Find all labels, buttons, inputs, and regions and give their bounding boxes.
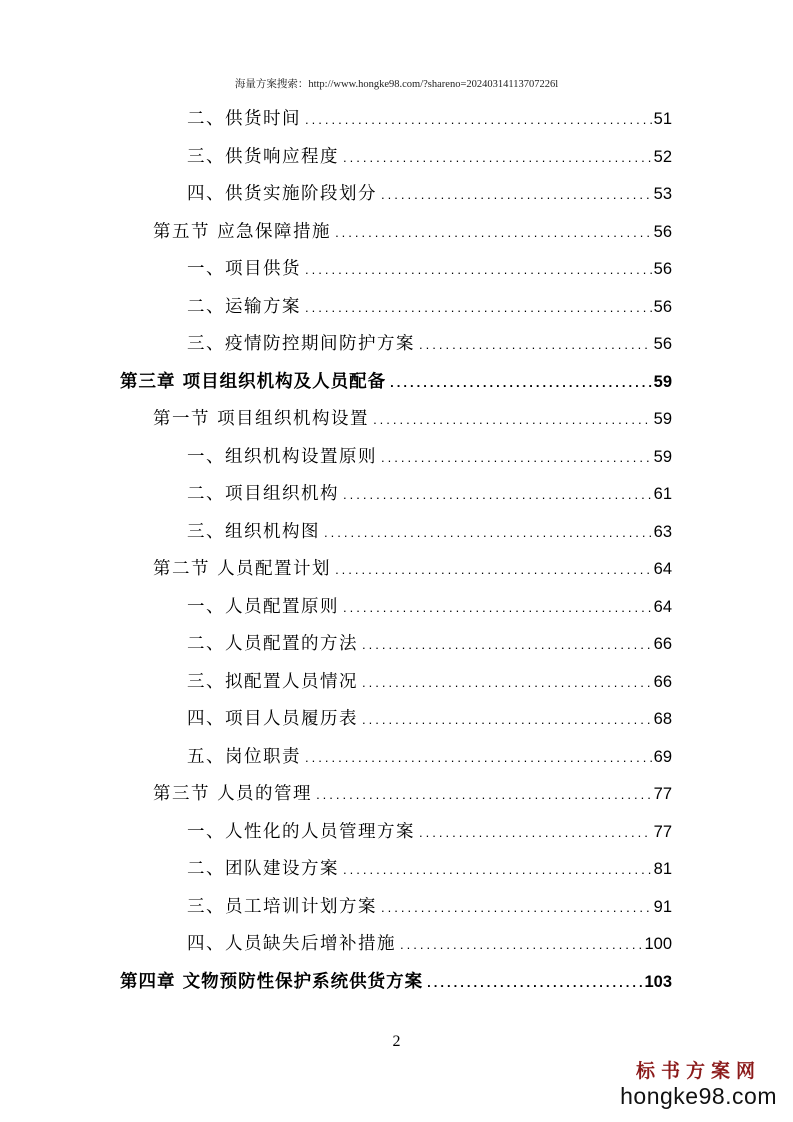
toc-dot-leader xyxy=(324,525,652,540)
toc-entry[interactable] xyxy=(153,780,672,810)
toc-entry[interactable] xyxy=(187,143,672,173)
toc-entry-page: 59 xyxy=(653,373,672,391)
toc-dot-leader xyxy=(305,750,652,765)
toc-dot-leader xyxy=(362,712,652,727)
toc-entry-page: 103 xyxy=(644,973,672,991)
page-number: 2 xyxy=(392,1033,401,1050)
toc-dot-leader xyxy=(381,450,652,465)
toc-entry-title: 三、供货响应程度 xyxy=(187,147,339,167)
toc-entry-page: 100 xyxy=(644,935,672,953)
watermark-domain: hongke98.com xyxy=(620,1083,777,1109)
toc-dot-leader xyxy=(381,187,652,202)
toc-entry-title: 二、人员配置的方法 xyxy=(187,634,358,654)
toc-dot-leader xyxy=(373,412,652,427)
toc-entry[interactable] xyxy=(187,930,672,960)
toc-entry-page: 77 xyxy=(653,785,672,803)
toc-entry-page: 64 xyxy=(653,598,672,616)
toc-entry-title: 第三章 项目组织机构及人员配备 xyxy=(120,372,387,392)
toc-entry[interactable] xyxy=(187,668,672,698)
toc-entry-title: 一、项目供货 xyxy=(187,259,301,279)
toc-entry[interactable] xyxy=(187,818,672,848)
toc-entry-title: 二、团队建设方案 xyxy=(187,859,339,879)
toc-entry-page: 59 xyxy=(653,448,672,466)
toc-entry-title: 第二节 人员配置计划 xyxy=(153,559,332,579)
toc-entry-page: 68 xyxy=(653,710,672,728)
toc-entry[interactable] xyxy=(187,293,672,323)
toc-dot-leader xyxy=(305,112,652,127)
toc-entry-title: 二、运输方案 xyxy=(187,297,301,317)
toc-entry-page: 66 xyxy=(653,635,672,653)
toc-entry[interactable] xyxy=(187,255,672,285)
toc-entry[interactable] xyxy=(153,218,672,248)
toc-entry-page: 91 xyxy=(653,898,672,916)
toc-entry-title: 四、人员缺失后增补措施 xyxy=(187,934,396,954)
toc-entry-page: 59 xyxy=(653,410,672,428)
site-watermark xyxy=(620,1056,777,1110)
watermark-brand: 标书方案网 xyxy=(636,1060,762,1082)
toc-entry-page: 53 xyxy=(653,185,672,203)
toc-dot-leader xyxy=(343,600,652,615)
toc-entry[interactable] xyxy=(187,443,672,473)
toc-entry-title: 二、项目组织机构 xyxy=(187,484,339,504)
toc-entry[interactable] xyxy=(187,518,672,548)
toc-entry-title: 三、拟配置人员情况 xyxy=(187,672,358,692)
toc-dot-leader xyxy=(419,337,652,352)
toc-entry[interactable] xyxy=(187,743,672,773)
toc-entry[interactable] xyxy=(187,893,672,923)
toc-entry-title: 第五节 应急保障措施 xyxy=(153,222,332,242)
toc-dot-leader xyxy=(362,675,652,690)
toc-dot-leader xyxy=(427,975,642,990)
toc-dot-leader xyxy=(305,300,652,315)
toc-entry-chapter[interactable] xyxy=(120,968,672,998)
toc-entry-title: 五、岗位职责 xyxy=(187,747,301,767)
page-header-search-link: 海量方案搜索：http://www.hongke98.com/?shareno=20240314113707226l xyxy=(234,79,559,90)
toc-entry-page: 51 xyxy=(653,110,672,128)
toc-entry-page: 66 xyxy=(653,673,672,691)
toc-dot-leader xyxy=(343,862,652,877)
toc-dot-leader xyxy=(362,637,652,652)
toc-entry-page: 77 xyxy=(653,823,672,841)
toc-entry-title: 四、供货实施阶段划分 xyxy=(187,184,377,204)
toc-entry[interactable] xyxy=(187,330,672,360)
toc-entry-chapter[interactable] xyxy=(120,368,672,398)
toc-dot-leader xyxy=(305,262,652,277)
toc-entry[interactable] xyxy=(187,630,672,660)
toc-entry-title: 第三节 人员的管理 xyxy=(153,784,313,804)
toc-entry[interactable] xyxy=(153,555,672,585)
toc-entry[interactable] xyxy=(153,405,672,435)
toc-dot-leader xyxy=(335,562,652,577)
toc-dot-leader xyxy=(381,900,652,915)
toc-entry-title: 一、人性化的人员管理方案 xyxy=(187,822,415,842)
toc-entry-page: 56 xyxy=(653,223,672,241)
toc-entry-title: 一、人员配置原则 xyxy=(187,597,339,617)
toc-entry-title: 一、组织机构设置原则 xyxy=(187,447,377,467)
toc-dot-leader xyxy=(316,787,652,802)
toc-entry-page: 56 xyxy=(653,260,672,278)
toc-entry[interactable] xyxy=(187,855,672,885)
toc-entry-page: 63 xyxy=(653,523,672,541)
toc-entry[interactable] xyxy=(187,593,672,623)
toc-entry-page: 64 xyxy=(653,560,672,578)
toc-entry-page: 61 xyxy=(653,485,672,503)
toc-dot-leader xyxy=(400,937,642,952)
toc-entry-title: 四、项目人员履历表 xyxy=(187,709,358,729)
toc-entry[interactable] xyxy=(187,705,672,735)
toc-dot-leader xyxy=(335,225,652,240)
toc-dot-leader xyxy=(343,487,652,502)
toc-entry-title: 三、组织机构图 xyxy=(187,522,320,542)
toc-entry-page: 56 xyxy=(653,335,672,353)
toc-entry[interactable] xyxy=(187,105,672,135)
toc-entry-page: 56 xyxy=(653,298,672,316)
toc-dot-leader xyxy=(390,375,652,390)
toc-entry-title: 二、供货时间 xyxy=(187,109,301,129)
toc-dot-leader xyxy=(419,825,652,840)
toc-entry[interactable] xyxy=(187,180,672,210)
toc-entry-title: 三、疫情防控期间防护方案 xyxy=(187,334,415,354)
toc-entry[interactable] xyxy=(187,480,672,510)
toc-entry-page: 81 xyxy=(653,860,672,878)
toc-dot-leader xyxy=(343,150,652,165)
toc-entry-title: 第一节 项目组织机构设置 xyxy=(153,409,370,429)
toc-entry-page: 69 xyxy=(653,748,672,766)
toc-entry-page: 52 xyxy=(653,148,672,166)
toc-entry-title: 第四章 文物预防性保护系统供货方案 xyxy=(120,972,424,992)
toc-entry-title: 三、员工培训计划方案 xyxy=(187,897,377,917)
